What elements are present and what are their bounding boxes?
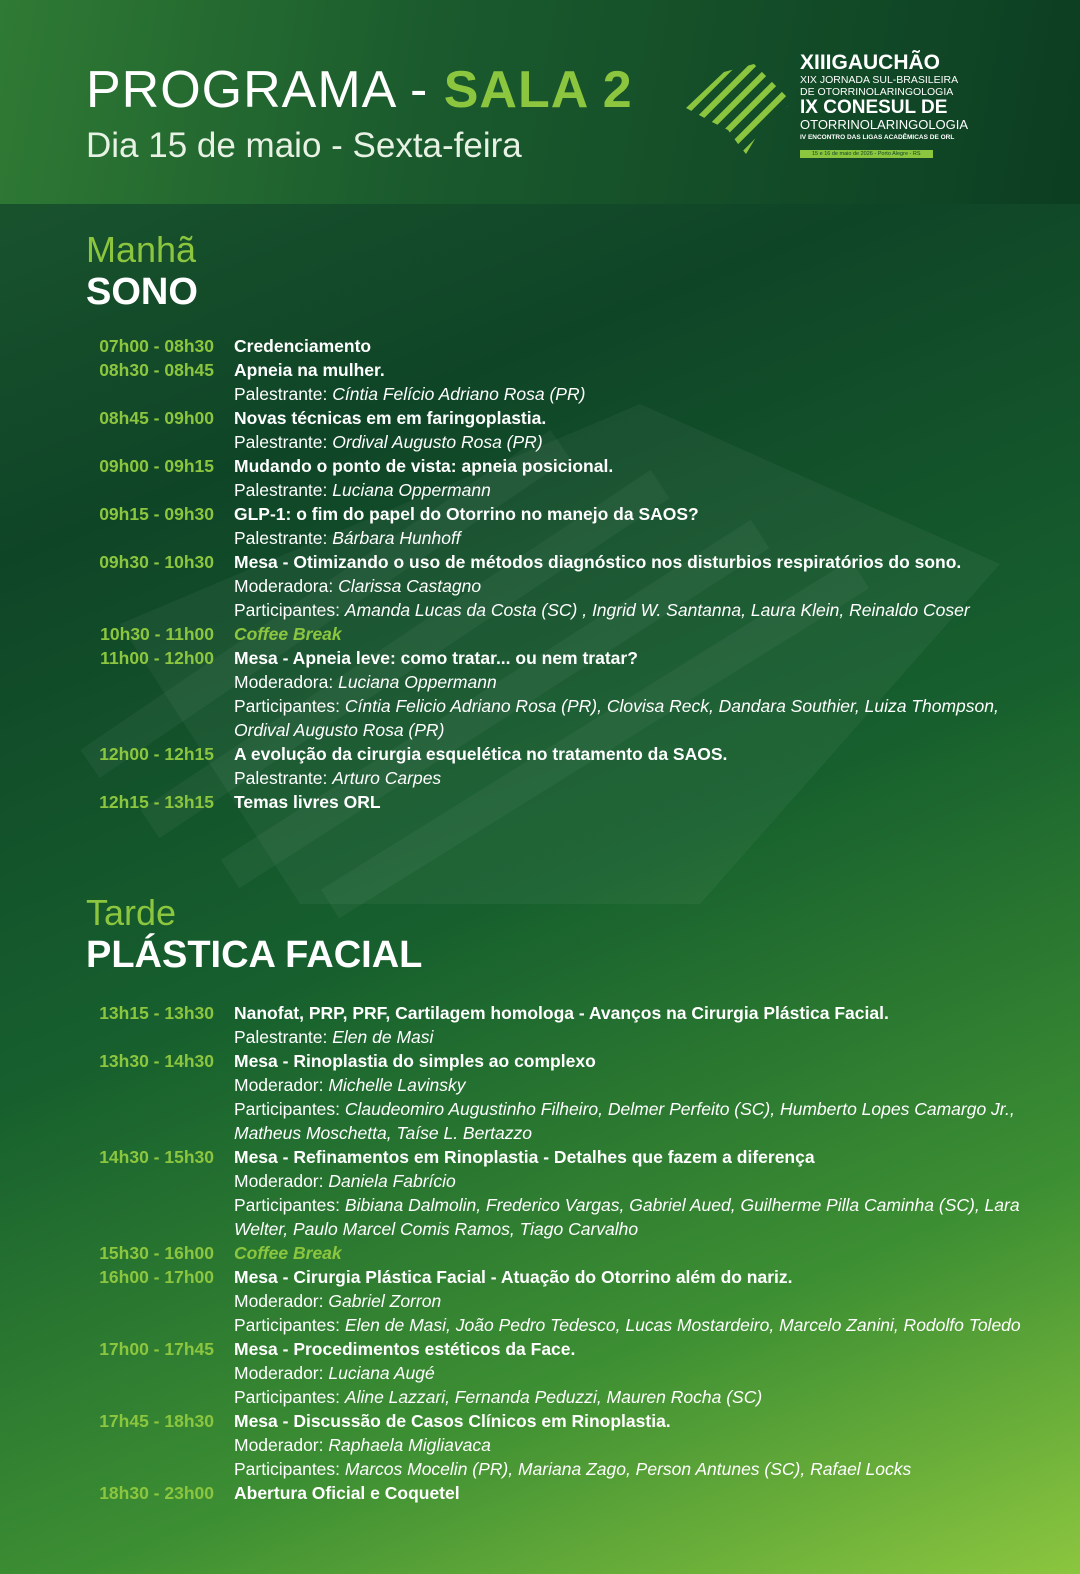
detail-label: Participantes: bbox=[234, 696, 345, 716]
detail-names: Daniela Fabrício bbox=[328, 1171, 456, 1191]
item-detail-line bbox=[234, 694, 1034, 742]
schedule-item bbox=[0, 1337, 1080, 1409]
item-time: 07h00 - 08h30 bbox=[99, 336, 214, 356]
detail-label: Palestrante: bbox=[234, 432, 333, 452]
item-detail-line bbox=[234, 598, 1034, 622]
item-detail-line bbox=[234, 766, 1034, 790]
morning-period-label: Manhã bbox=[86, 229, 197, 270]
detail-names: Ordival Augusto Rosa (PR) bbox=[332, 432, 543, 452]
item-body bbox=[234, 334, 1034, 358]
logo-map-icon bbox=[684, 54, 800, 158]
detail-names: Aline Lazzari, Fernanda Peduzzi, Mauren Rocha (SC) bbox=[344, 1387, 763, 1407]
detail-label: Moderador: bbox=[234, 1363, 329, 1383]
item-body bbox=[234, 622, 1034, 646]
item-title: Abertura Oficial e Coquetel bbox=[234, 1483, 460, 1503]
detail-label: Participantes: bbox=[234, 600, 345, 620]
page-subtitle: Dia 15 de maio - Sexta-feira bbox=[86, 126, 522, 165]
item-time: 09h00 - 09h15 bbox=[99, 456, 214, 476]
schedule-item bbox=[0, 1049, 1080, 1145]
item-detail-line bbox=[234, 1025, 1034, 1049]
schedule-item bbox=[0, 622, 1080, 646]
item-time: 10h30 - 11h00 bbox=[100, 624, 214, 644]
item-body bbox=[234, 1337, 1034, 1409]
afternoon-period-label: Tarde bbox=[86, 892, 177, 933]
item-detail-line bbox=[234, 574, 1034, 598]
detail-label: Moderador: bbox=[234, 1171, 329, 1191]
item-detail-line bbox=[234, 430, 1034, 454]
detail-label: Participantes: bbox=[234, 1315, 345, 1335]
item-time: 12h00 - 12h15 bbox=[99, 744, 214, 764]
schedule-item bbox=[0, 454, 1080, 502]
item-time: 13h15 - 13h30 bbox=[99, 1003, 214, 1023]
item-time: 17h45 - 18h30 bbox=[99, 1411, 214, 1431]
item-time: 09h30 - 10h30 bbox=[99, 552, 214, 572]
schedule-item bbox=[0, 1001, 1080, 1049]
item-detail-line bbox=[234, 382, 1034, 406]
item-detail-line bbox=[234, 1169, 1034, 1193]
item-detail-line bbox=[234, 1385, 1034, 1409]
detail-names: Arturo Carpes bbox=[332, 768, 442, 788]
item-time: 18h30 - 23h00 bbox=[99, 1483, 214, 1503]
item-time: 17h00 - 17h45 bbox=[99, 1339, 214, 1359]
item-detail-line bbox=[234, 1457, 1034, 1481]
item-title: Mesa - Discussão de Casos Clínicos em Rinoplastia. bbox=[234, 1411, 671, 1431]
item-detail-line bbox=[234, 1361, 1034, 1385]
item-time: 16h00 - 17h00 bbox=[99, 1267, 214, 1287]
detail-label: Palestrante: bbox=[234, 528, 333, 548]
logo-line-4: IX CONESUL DE bbox=[800, 97, 948, 118]
title-room: SALA 2 bbox=[443, 61, 633, 119]
item-body bbox=[234, 790, 1034, 814]
schedule-item bbox=[0, 358, 1080, 406]
detail-label: Moderador: bbox=[234, 1075, 329, 1095]
detail-names: Claudeomiro Augustinho Filheiro, Delmer Perfeito (SC), Humberto Lopes Camargo Jr., Matheus Moschetta, Taíse L. Bertazzo bbox=[234, 1099, 1015, 1143]
morning-theme-title: SONO bbox=[86, 271, 198, 313]
logo-line-3: DE OTORRINOLARINGOLOGIA bbox=[800, 86, 954, 98]
logo-name: GAUCHÃO bbox=[831, 51, 941, 74]
detail-names: Bibiana Dalmolin, Frederico Vargas, Gabriel Aued, Guilherme Pilla Caminha (SC), Lara Welter, Paulo Marcel Comis Ramos, Tiago Carvalho bbox=[234, 1195, 1020, 1239]
logo-edition: XIII bbox=[800, 51, 832, 74]
detail-label: Palestrante: bbox=[234, 384, 333, 404]
item-time: 15h30 - 16h00 bbox=[99, 1243, 214, 1263]
item-body bbox=[234, 1265, 1034, 1337]
afternoon-schedule bbox=[0, 1001, 1080, 1505]
title-main: PROGRAMA - bbox=[86, 61, 444, 119]
afternoon-theme-title: PLÁSTICA FACIAL bbox=[86, 934, 423, 976]
schedule-item bbox=[0, 1265, 1080, 1337]
schedule-item bbox=[0, 406, 1080, 454]
item-time: 09h15 - 09h30 bbox=[99, 504, 214, 524]
item-body bbox=[234, 550, 1034, 622]
detail-names: Cíntia Felício Adriano Rosa (PR) bbox=[332, 384, 586, 404]
item-time: 14h30 - 15h30 bbox=[99, 1147, 214, 1167]
detail-label: Moderador: bbox=[234, 1291, 329, 1311]
logo-text bbox=[800, 52, 970, 160]
logo-line-5: OTORRINOLARINGOLOGIA bbox=[800, 117, 969, 132]
detail-label: Moderador: bbox=[234, 1435, 329, 1455]
schedule-item bbox=[0, 1145, 1080, 1241]
item-detail-line bbox=[234, 526, 1034, 550]
item-title: Credenciamento bbox=[234, 336, 372, 356]
item-body bbox=[234, 1409, 1034, 1481]
detail-label: Palestrante: bbox=[234, 480, 333, 500]
item-detail-line bbox=[234, 1193, 1034, 1241]
item-title: Mesa - Otimizando o uso de métodos diagnóstico nos disturbios respiratórios do sono. bbox=[234, 552, 962, 572]
item-title: A evolução da cirurgia esquelética no tratamento da SAOS. bbox=[234, 744, 728, 764]
item-title: Novas técnicas em em faringoplastia. bbox=[234, 408, 547, 428]
item-title: Mesa - Refinamentos em Rinoplastia - Detalhes que fazem a diferença bbox=[234, 1147, 815, 1167]
schedule-item bbox=[0, 742, 1080, 790]
item-body bbox=[234, 1001, 1034, 1049]
item-time: 11h00 - 12h00 bbox=[100, 648, 214, 668]
item-title: Mesa - Procedimentos estéticos da Face. bbox=[234, 1339, 576, 1359]
detail-label: Participantes: bbox=[234, 1459, 345, 1479]
item-body bbox=[234, 646, 1034, 742]
item-title: Mesa - Apneia leve: como tratar... ou nem tratar? bbox=[234, 648, 638, 668]
item-title: GLP-1: o fim do papel do Otorrino no manejo da SAOS? bbox=[234, 504, 699, 524]
coffee-break-title: Coffee Break bbox=[234, 1243, 342, 1263]
detail-label: Participantes: bbox=[234, 1195, 345, 1215]
detail-label: Participantes: bbox=[234, 1387, 345, 1407]
schedule-item bbox=[0, 550, 1080, 622]
item-time: 12h15 - 13h15 bbox=[99, 792, 214, 812]
item-body bbox=[234, 454, 1034, 502]
item-time: 08h45 - 09h00 bbox=[99, 408, 214, 428]
item-detail-line bbox=[234, 1313, 1034, 1337]
item-body bbox=[234, 358, 1034, 406]
item-time: 08h30 - 08h45 bbox=[99, 360, 214, 380]
coffee-break-title: Coffee Break bbox=[234, 624, 342, 644]
detail-names: Clarissa Castagno bbox=[338, 576, 482, 596]
item-title: Temas livres ORL bbox=[234, 792, 381, 812]
detail-label: Moderadora: bbox=[234, 672, 339, 692]
item-body bbox=[234, 502, 1034, 550]
page-title bbox=[86, 62, 633, 118]
detail-names: Cíntia Felicio Adriano Rosa (PR), Clovisa Reck, Dandara Southier, Luiza Thompson, Ordival Augusto Rosa (PR) bbox=[234, 696, 999, 740]
detail-names: Amanda Lucas da Costa (SC) , Ingrid W. Santanna, Laura Klein, Reinaldo Coser bbox=[344, 600, 970, 620]
schedule-item bbox=[0, 646, 1080, 742]
afternoon-section-header bbox=[86, 893, 422, 977]
detail-names: Raphaela Migliavaca bbox=[328, 1435, 491, 1455]
item-body bbox=[234, 1481, 1034, 1505]
detail-names: Bárbara Hunhoff bbox=[332, 528, 461, 548]
item-body bbox=[234, 406, 1034, 454]
detail-names: Michelle Lavinsky bbox=[328, 1075, 466, 1095]
item-title: Mesa - Cirurgia Plástica Facial - Atuação do Otorrino além do nariz. bbox=[234, 1267, 793, 1287]
detail-names: Luciana Augé bbox=[328, 1363, 435, 1383]
detail-names: Elen de Masi bbox=[332, 1027, 434, 1047]
schedule-item bbox=[0, 1409, 1080, 1481]
item-body bbox=[234, 1145, 1034, 1241]
logo-date-bar: 15 e 16 de maio de 2026 - Porto Alegre - RS bbox=[800, 150, 933, 158]
event-logo bbox=[684, 48, 974, 172]
item-title: Nanofat, PRP, PRF, Cartilagem homologa - Avanços na Cirurgia Plástica Facial. bbox=[234, 1003, 889, 1023]
detail-label: Palestrante: bbox=[234, 768, 333, 788]
schedule-item bbox=[0, 502, 1080, 550]
item-detail-line bbox=[234, 478, 1034, 502]
logo-line-2: XIX JORNADA SUL-BRASILEIRA bbox=[800, 74, 959, 86]
schedule-item bbox=[0, 334, 1080, 358]
item-detail-line bbox=[234, 1097, 1034, 1145]
item-title: Mudando o ponto de vista: apneia posicional. bbox=[234, 456, 614, 476]
item-detail-line bbox=[234, 1073, 1034, 1097]
item-title: Mesa - Rinoplastia do simples ao complexo bbox=[234, 1051, 596, 1071]
logo-line-6: IV ENCONTRO DAS LIGAS ACADÊMICAS DE ORL bbox=[800, 134, 955, 141]
schedule-item bbox=[0, 1241, 1080, 1265]
detail-label: Moderadora: bbox=[234, 576, 339, 596]
schedule-item bbox=[0, 1481, 1080, 1505]
item-body bbox=[234, 1241, 1034, 1265]
item-time: 13h30 - 14h30 bbox=[99, 1051, 214, 1071]
detail-names: Elen de Masi, João Pedro Tedesco, Lucas Mostardeiro, Marcelo Zanini, Rodolfo Toledo bbox=[344, 1315, 1021, 1335]
detail-label: Participantes: bbox=[234, 1099, 345, 1119]
detail-names: Marcos Mocelin (PR), Mariana Zago, Person Antunes (SC), Rafael Locks bbox=[344, 1459, 912, 1479]
detail-names: Luciana Oppermann bbox=[332, 480, 491, 500]
item-body bbox=[234, 742, 1034, 790]
detail-names: Gabriel Zorron bbox=[328, 1291, 442, 1311]
item-detail-line bbox=[234, 1433, 1034, 1457]
morning-schedule bbox=[0, 334, 1080, 814]
detail-names: Luciana Oppermann bbox=[338, 672, 497, 692]
item-detail-line bbox=[234, 670, 1034, 694]
item-body bbox=[234, 1049, 1034, 1145]
item-detail-line bbox=[234, 1289, 1034, 1313]
detail-label: Palestrante: bbox=[234, 1027, 333, 1047]
morning-section-header bbox=[86, 230, 198, 314]
item-title: Apneia na mulher. bbox=[234, 360, 385, 380]
schedule-item bbox=[0, 790, 1080, 814]
